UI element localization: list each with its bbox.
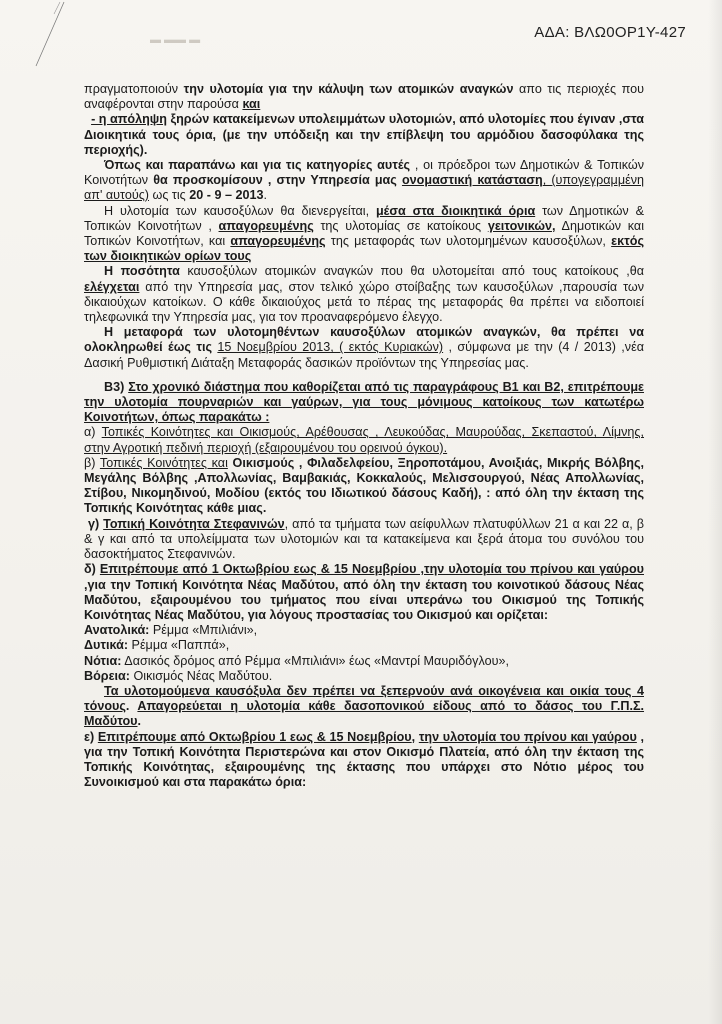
bold-underlined-run: Απαγορεύεται η υλοτομία κάθε δασοπονικού είδους από το δάσος του Γ.Π.Σ. Μαδύτου xyxy=(84,699,645,729)
paragraph xyxy=(84,325,644,371)
list-item xyxy=(84,730,644,791)
border-value: Ρέμμα «Παππά», xyxy=(128,638,230,653)
text-run: καυσοξύλων ατομικών αναγκών που θα υλοτομείται από τους κατοίκους ,θα xyxy=(179,264,644,279)
bold-underlined-run: - η απόληψη xyxy=(91,112,167,127)
bold-run: Β3) xyxy=(104,379,129,394)
bold-run: Η μεταφορά των υλοτομηθέντων καυσοξύλων ατομικών αναγκών, θα πρέπει να ολοκληρωθεί έως τις xyxy=(84,325,644,355)
page-edge-shadow xyxy=(708,0,722,1024)
bold-underlined-run: Επιτρέπουμε από Οκτωβρίου 1 εως & 15 Νοεμβρίου xyxy=(97,729,412,744)
bold-run: την υλοτομία για την κάλυψη των ατομικών αναγκών xyxy=(183,82,514,96)
bold-run: . xyxy=(125,699,138,714)
paragraph xyxy=(84,264,644,325)
underlined-run: 15 Νοεμβρίου 2013, ( εκτός Κυριακών) xyxy=(217,340,444,355)
underlined-run: , (υπογεγραμμένη απ' αυτούς) xyxy=(84,173,644,203)
paragraph xyxy=(84,204,644,265)
bold-run: ξηρών κατακείμενων υπολειμμάτων υλοτομιών, από υλοτομίες που έγιναν ,στα Διοικητικά τους όρια, (με την υπόδειξη και την επίβλεψη του αρμόδιου δασοφύλακα της περιοχής). xyxy=(84,112,645,157)
bold-run: ,για την Τοπική Κοινότητα Νέας Μαδύτου, από όλη την έκταση του κοινοτικού δάσους Νέας Μαδύτου, εξαιρουμένου του τμήματος που είναι υπεράνω του Οικισμού της Τοπικής Κοινότητας Νέας Μαδύτου, για λόγους προστασίας του Οικισμού και ορίζεται: xyxy=(84,577,644,622)
border-line xyxy=(84,669,644,684)
text-run: από την Υπηρεσία μας, στον τελικό χώρο στοίβαξης των καυσοξύλων ,παρουσία των δικαιούχων κατοίκων. Ο κάθε δικαιούχος μετά το πέρας της μεταφοράς θα πρέπει να ειδοποιεί τηλεφωνικά την Υπηρεσία μας, για τον προαναφερόμενο έλεγχο. xyxy=(84,279,644,325)
paragraph xyxy=(84,158,644,204)
bold-underlined-run: Στο χρονικό διάστημα που καθορίζεται από τις παραγράφους Β1 και Β2, επιτρέπουμε την υλοτομία πουρναριών και γαύρων, για τους μόνιμους κατοίκους των κατωτέρω Κοινοτήτων, όπως παρακάτω : xyxy=(84,379,644,425)
paragraph-gap xyxy=(84,371,644,380)
text-run: Δημοτικών και Τοπικών Κοινοτήτων, και xyxy=(84,218,644,249)
paragraph xyxy=(84,82,644,112)
border-label: Δυτικά: xyxy=(84,638,129,653)
underlined-run: Τοπικές Κοινότητες και xyxy=(99,455,228,470)
bold-underlined-run: ονομαστική κατάσταση xyxy=(401,173,543,188)
text-run: , σύμφωνα με την (4 / 2013) ,νέα Δασική Ρυθμιστική Διάταξη Μεταφοράς δασικών προϊόντων της Υπηρεσίας μας. xyxy=(84,340,645,370)
list-item xyxy=(84,456,644,517)
text-run: β) xyxy=(84,455,100,470)
bold-underlined-run: μέσα στα διοικητικά όρια xyxy=(375,203,536,218)
bold-run: δ) xyxy=(84,562,100,577)
ada-code: ΑΔΑ: ΒΛΩ0ΟΡ1Υ-427 xyxy=(534,24,686,41)
border-line xyxy=(84,623,644,638)
text-run: , οι πρόεδροι των Δημοτικών & Τοπικών Κοινοτήτων xyxy=(84,158,644,188)
bold-run: γ) xyxy=(87,516,104,531)
text-run: Η υλοτομία των καυσοξύλων θα διενεργείται, xyxy=(104,203,376,218)
bold-run: Όπως και παραπάνω και για τις κατηγορίες αυτές xyxy=(104,158,411,173)
border-label: Νότια: xyxy=(84,653,122,668)
underlined-run: Τοπικές Κοινότητες και Οικισμούς, Αρέθουσας , Λευκούδας, Μαυρούδας, Σκεπαστού, Λίμνης, στην Αγροτική πεδινή περιοχή (εξαιρουμένου του ορεινού όγκου). xyxy=(84,425,644,455)
bold-underlined-run: Τα υλοτομούμενα καυσόξυλα δεν πρέπει να ξεπερνούν ανά οικογένεια και οικία τους 4 τόνους xyxy=(84,683,644,714)
bold-underlined-run: απαγορευμένης xyxy=(230,234,326,249)
text-run: , από τα τμήματα των αείφυλλων πλατυφύλλων 21 α και 22 α, β & γ και από τα υπολείμματα των υλοτομιών και τα κατακείμενα και ξερά άτομα του συνόλου του δασοκτήματος Στεφανινών. xyxy=(84,516,644,562)
text-run: απο τις περιοχές που αναφέρονται στην παρούσα xyxy=(84,82,644,112)
bold-run: Η ποσότητα xyxy=(104,264,180,279)
bold-underlined-run: ελέγχεται xyxy=(84,279,140,294)
bleed-through-mark: ▬ ▬▬ ▬ xyxy=(150,34,201,46)
text-run: α) xyxy=(84,425,102,440)
bold-underlined-run: γειτονικών, xyxy=(487,218,556,233)
paragraph-b3 xyxy=(84,380,644,426)
paragraph xyxy=(84,684,644,730)
text-run: των Δημοτικών & Τοπικών Κοινοτήτων , xyxy=(84,203,644,233)
border-line xyxy=(84,654,644,669)
text-run: . xyxy=(263,188,267,203)
border-value: Οικισμός Νέας Μαδύτου. xyxy=(130,668,273,683)
bold-underlined-run: απαγορευμένης xyxy=(218,218,314,233)
bold-underlined-run: και xyxy=(242,97,261,112)
border-line xyxy=(84,638,644,653)
bold-run: . xyxy=(137,714,141,729)
bold-run: Οικισμούς , Φιλαδελφείου, Ξηροποτάμου, Ανοιξιάς, Μικρής Βόλβης, Μεγάλης Βόλβης ,Απολλωνίας, Βαμβακιάς, Κοκκαλούς, Μελισσουργού, Νέας Απολλωνίας, Στίβου, Νικομηδινού, Μοδίου (εκτός του Ιδιωτικού δάσους Καδή), : από όλη την έκταση της Τοπικής Κοινότητας κάθε μιας. xyxy=(84,455,644,516)
text-run: πραγματοποιούν xyxy=(84,82,184,96)
bold-underlined-run: εκτός των διοικητικών ορίων τους xyxy=(84,234,645,264)
list-item xyxy=(84,425,644,455)
bold-underlined-run: την υλοτομία του πρίνου και γαύρου xyxy=(418,729,637,744)
bold-run: ε) xyxy=(84,729,98,744)
list-item xyxy=(84,517,644,563)
text-run: της μεταφοράς των υλοτομημένων καυσοξύλων, xyxy=(325,234,612,249)
bold-run: , για την Τοπική Κοινότητα Περιστερώνα και στον Οικισμό Πλατεία, από όλη την έκταση της Τοπικής Κοινότητας, εξαιρουμένης της έκτασης που υπάρχει στο Νότιο μέρος του Συνοικισμού και στα παρακάτω όρια: xyxy=(84,729,645,790)
paragraph xyxy=(84,112,644,158)
bold-underlined-run: Τοπική Κοινότητα Στεφανινών xyxy=(103,516,285,531)
bold-run: , xyxy=(411,729,419,744)
bold-run: 20 - 9 – 2013 xyxy=(189,188,264,203)
bold-run: θα προσκομίσουν , στην Υπηρεσία μας xyxy=(153,173,402,188)
text-run: της υλοτομίας σε κατοίκους xyxy=(313,218,488,233)
border-value: Ρέμμα «Μπιλιάνι», xyxy=(149,623,258,638)
document-body xyxy=(84,82,644,790)
border-label: Βόρεια: xyxy=(84,668,130,683)
text-run: ως τις xyxy=(149,188,190,203)
border-label: Ανατολικά: xyxy=(84,623,150,638)
border-value: Δασικός δρόμος από Ρέμμα «Μπιλιάνι» έως «Μαντρί Μαυριδόγλου», xyxy=(121,653,509,668)
list-item xyxy=(84,562,644,623)
pen-stroke-mark xyxy=(30,0,70,70)
bold-underlined-run: Επιτρέπουμε από 1 Οκτωβρίου εως & 15 Νοεμβρίου ,την υλοτομία του πρίνου και γαύρου xyxy=(99,562,644,577)
